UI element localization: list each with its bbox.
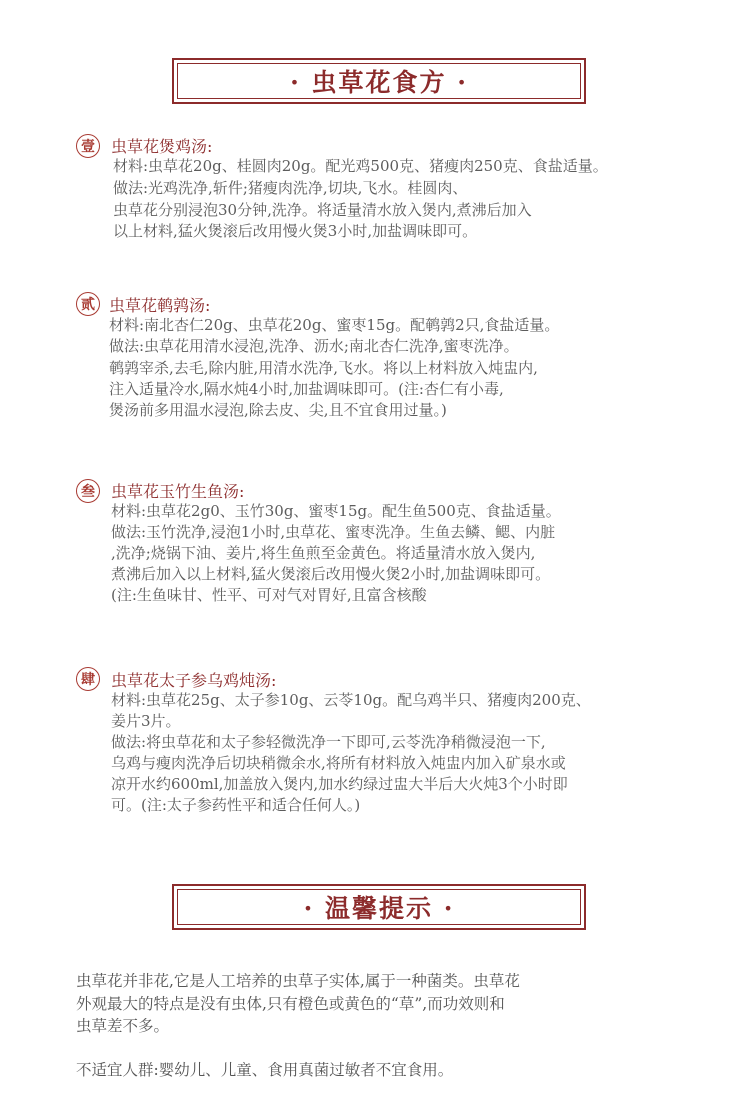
recipe-3-line: ,洗净;烧锅下油、姜片,将生鱼煎至金黄色。将适量清水放入煲内, bbox=[111, 544, 536, 562]
recipe-4-line: 材料:虫草花25g、太子参10g、云苓10g。配乌鸡半只、猪瘦肉200克、 bbox=[111, 691, 591, 709]
recipes-banner-title: · 虫草花食方 · bbox=[177, 63, 581, 99]
recipe-3-line: 煮沸后加入以上材料,猛火煲滚后改用慢火煲2小时,加盐调味即可。 bbox=[111, 565, 551, 583]
recipe-1-line: 材料:虫草花20g、桂圆肉20g。配光鸡500克、猪瘦肉250克、食盐适量。 bbox=[113, 157, 608, 175]
badge-2-icon: 贰 bbox=[76, 292, 100, 316]
tips-banner bbox=[172, 884, 586, 930]
tips-banner-title: · 温馨提示 · bbox=[177, 889, 581, 925]
recipe-4-line: 乌鸡与瘦肉洗净后切块稍微余水,将所有材料放入炖盅内加入矿泉水或 bbox=[111, 754, 566, 772]
tips-unsuitable-note: 不适宜人群:婴幼儿、儿童、食用真菌过敏者不宜食用。 bbox=[76, 1061, 454, 1079]
recipe-4-line: 姜片3片。 bbox=[111, 712, 181, 730]
recipe-1-title: 虫草花煲鸡汤: bbox=[111, 137, 213, 156]
recipe-4-line: 可。(注:太子参药性平和适合任何人。) bbox=[111, 796, 361, 814]
badge-1-icon: 壹 bbox=[76, 134, 100, 158]
tips-paragraph-line: 虫草花并非花,它是人工培养的虫草子实体,属于一种菌类。虫草花 bbox=[76, 972, 520, 990]
recipe-2-line: 材料:南北杏仁20g、虫草花20g、蜜枣15g。配鹌鹑2只,食盐适量。 bbox=[109, 316, 560, 334]
recipes-banner bbox=[172, 58, 586, 104]
tips-paragraph-line: 虫草差不多。 bbox=[76, 1017, 170, 1035]
badge-4-icon: 肆 bbox=[76, 667, 100, 691]
recipe-4-title: 虫草花太子参乌鸡炖汤: bbox=[111, 671, 277, 690]
recipe-3-line: 材料:虫草花2g0、玉竹30g、蜜枣15g。配生鱼500克、食盐适量。 bbox=[111, 502, 561, 520]
badge-3-icon: 叁 bbox=[76, 479, 100, 503]
recipe-3-title: 虫草花玉竹生鱼汤: bbox=[111, 482, 245, 501]
recipe-4-line: 凉开水约600ml,加盖放入煲内,加水约绿过盅大半后大火炖3个小时即 bbox=[111, 775, 568, 793]
recipe-1-line: 以上材料,猛火煲滚后改用慢火煲3小时,加盐调味即可。 bbox=[113, 222, 478, 240]
recipe-2-line: 注入适量冷水,隔水炖4小时,加盐调味即可。(注:杏仁有小毒, bbox=[109, 380, 504, 398]
recipe-2-line: 做法:虫草花用清水浸泡,洗净、沥水;南北杏仁洗净,蜜枣洗净。 bbox=[109, 337, 519, 355]
recipe-2-line: 鹌鹑宰杀,去毛,除内脏,用清水洗净,飞水。将以上材料放入炖盅内, bbox=[109, 359, 538, 377]
recipe-4-line: 做法:将虫草花和太子参轻微洗净一下即可,云苓洗净稍微浸泡一下, bbox=[111, 733, 546, 751]
recipe-3-line: 做法:玉竹洗净,浸泡1小时,虫草花、蜜枣洗净。生鱼去鳞、鳃、内脏 bbox=[111, 523, 556, 541]
tips-paragraph-line: 外观最大的特点是没有虫体,只有橙色或黄色的“草”,而功效则和 bbox=[76, 995, 505, 1013]
recipe-1-line: 虫草花分别浸泡30分钟,洗净。将适量清水放入煲内,煮沸后加入 bbox=[113, 201, 532, 219]
recipe-1-line: 做法:光鸡洗净,斩件;猪瘦肉洗净,切块,飞水。桂圆肉、 bbox=[113, 179, 468, 197]
recipe-2-title: 虫草花鹌鹑汤: bbox=[109, 296, 211, 315]
recipe-3-line: (注:生鱼味甘、性平、可对气对胃好,且富含核酸 bbox=[111, 586, 427, 604]
recipe-2-line: 煲汤前多用温水浸泡,除去皮、尖,且不宜食用过量。) bbox=[109, 401, 447, 419]
